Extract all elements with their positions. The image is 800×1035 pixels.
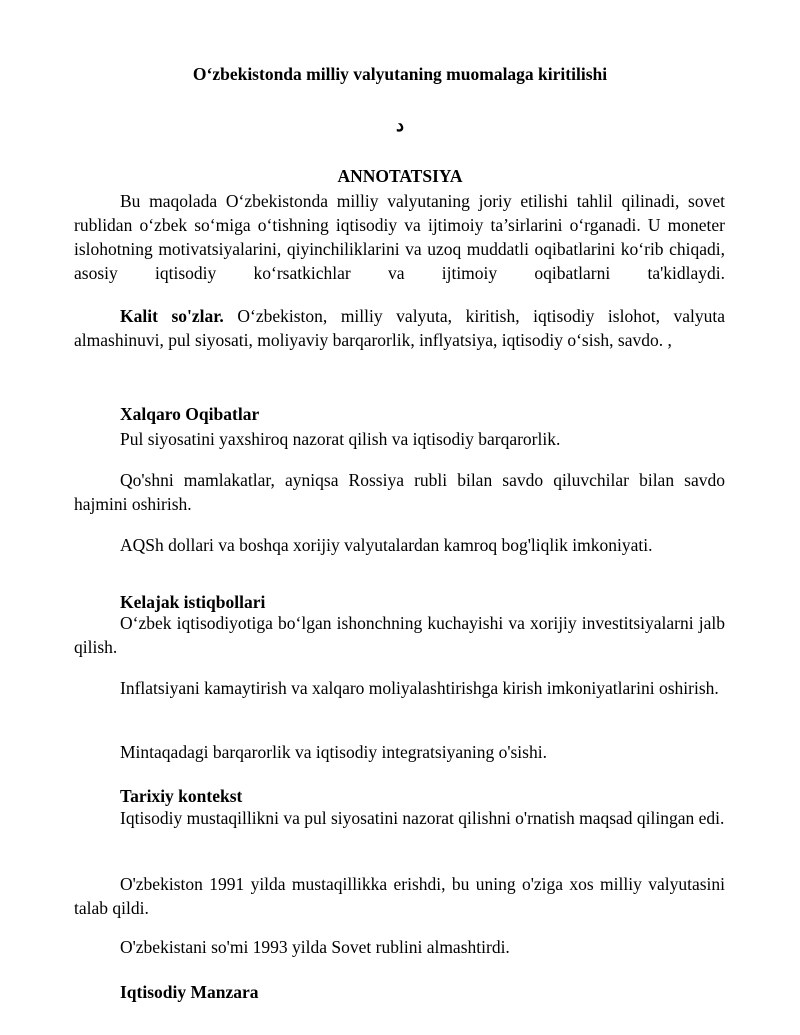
section-paragraph: AQSh dollari va boshqa xorijiy valyutalardan kamroq bog'liqlik imkoniyati.	[120, 535, 653, 555]
section-paragraph: O'zbekistani so'mi 1993 yilda Sovet rublini almashtirdi.	[120, 937, 510, 957]
section-paragraph: O'zbekiston 1991 yilda mustaqillikka erishdi, bu uning o'ziga xos milliy valyutasini talab qildi.	[74, 874, 725, 918]
section-paragraph: O‘zbek iqtisodiyotiga bo‘lgan ishonchning kuchayishi va xorijiy investitsiyalarni jalb qilish.	[74, 613, 725, 657]
section-heading: Tarixiy kontekst	[120, 786, 243, 806]
section-heading: Xalqaro Oqibatlar	[120, 404, 260, 424]
keywords-label: Kalit so'zlar.	[120, 306, 224, 326]
document-title: O‘zbekistonda milliy valyutaning muomalaga kiritilishi	[192, 64, 608, 84]
section-paragraph: Iqtisodiy mustaqillikni va pul siyosatini nazorat qilishni o'rnatish maqsad qilingan edi.	[120, 808, 725, 828]
section-paragraph: Pul siyosatini yaxshiroq nazorat qilish va iqtisodiy barqarorlik.	[120, 429, 561, 449]
keywords-paragraph	[74, 304, 725, 352]
section-paragraph: Qo'shni mamlakatlar, ayniqsa Rossiya rubli bilan savdo qiluvchilar bilan savdo hajmini oshirish.	[74, 470, 725, 514]
author-mark: د	[395, 115, 404, 135]
section-paragraph: Inflatsiyani kamaytirish va xalqaro moliyalashtirishga kirish imkoniyatlarini oshirish.	[120, 678, 719, 698]
section-paragraph: Mintaqadagi barqarorlik va iqtisodiy integratsiyaning o'sishi.	[120, 742, 547, 762]
section-heading: Iqtisodiy Manzara	[120, 982, 259, 1002]
annotation-heading: ANNOTATSIYA	[337, 166, 463, 186]
keywords-text: O‘zbekiston, milliy valyuta, kiritish, iqtisodiy islohot, valyuta almashinuvi, pul siyosati, moliyaviy barqarorlik, inflyatsiya, iqtisodiy o‘sish, savdo. ,	[74, 306, 725, 350]
section-heading: Kelajak istiqbollari	[120, 592, 266, 612]
annotation-paragraph: Bu maqolada O‘zbekistonda milliy valyutaning joriy etilishi tahlil qilinadi, sovet rublidan o‘zbek so‘miga o‘tishning iqtisodiy va ijtimoiy ta’sirlarini o‘rganadi. U moneter islohotning motivatsiyalarini, qiyinchiliklarini va uzoq muddatli oqibatlarini ko‘rib chiqadi, asosiy iqtisodiy ko‘rsatkichlar va ijtimoiy oqibatlarni ta'kidlaydi.	[74, 191, 725, 283]
